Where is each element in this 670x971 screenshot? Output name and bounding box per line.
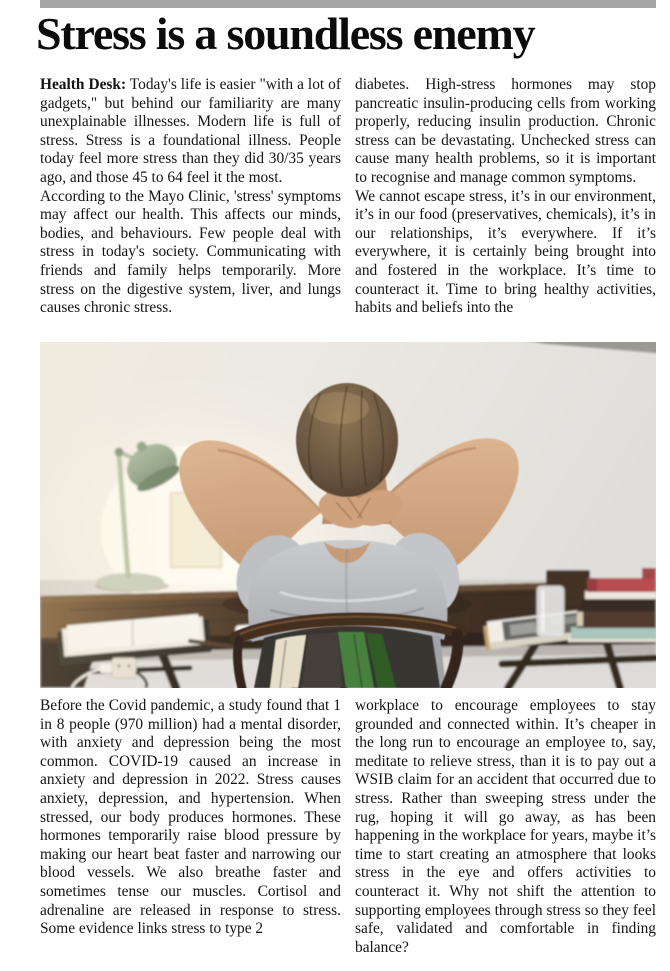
paragraph-covid-study: Before the Covid pandemic, a study found that 1 in 8 people (970 million) had a mental disorder, with anxiety and depression being the most common. COVID-19 caused an increase in anxiety and depression in 2022. Stress causes anxiety, depression, and hypertension. When stressed, our body produces hormones. These hormones temporarily raise blood pressure by making our heart beat faster and narrowing our blood vessels. We also breathe faster and sometimes tense our muscles. Cortisol and adrenaline are released in response to stress. Some evidence links stress to type 2: [40, 697, 341, 938]
paragraph-health-desk: [40, 76, 341, 188]
bottom-right-column: [355, 697, 656, 957]
top-rule-bar: [40, 0, 656, 8]
article-photo: [40, 342, 656, 688]
health-desk-label: Health Desk:: [40, 76, 127, 93]
paragraph-mayo-clinic: According to the Mayo Clinic, 'stress' symptoms may affect our health. This affects our minds, bodies, and behaviours. Few people deal with stress in today's society. Communicating with friends and family helps temporarily. More stress on the digestive system, liver, and lungs causes chronic stress.: [40, 187, 341, 317]
top-text-section: [40, 76, 656, 318]
article-headline: Stress is a soundless enemy: [36, 8, 535, 59]
bottom-text-section: [40, 697, 656, 957]
bottom-left-column: [40, 697, 341, 957]
paragraph-workplace: workplace to encourage employees to stay grounded and connected within. It’s cheaper in the long run to encourage an employee to, say, meditate to relieve stress, than it is to pay out a WSIB claim for an accident that occurred due to stress. Rather than sweeping stress under the rug, hoping it will go away, as has been happening in the workplace for years, maybe it’s time to start creating an atmosphere that looks stress in the eye and offers activities to counteract it. Why not shift the attention to supporting employees through stress so they feel safe, validated and comfortable in finding balance?: [355, 697, 656, 956]
paragraph-escape-stress: We cannot escape stress, it’s in our environment, it’s in our food (preservatives, chemicals), it’s in our relationships, it’s everywhere. If it’s everywhere, it is certainly being brought into and fostered in the workplace. It’s time to counteract it. Time to bring healthy activities, habits and beliefs into the: [355, 187, 656, 317]
top-left-column: [40, 76, 341, 318]
paragraph-diabetes: diabetes. High-stress hormones may stop pancreatic insulin-producing cells from working properly, reducing insulin production. Chronic stress can be devastating. Unchecked stress can cause many health problems, so it is important to recognise and manage common symptoms.: [355, 76, 656, 186]
lead-paragraph-text: Today's life is easier "with a lot of gadgets," but behind our familiarity are many unexplainable illnesses. Modern life is full of stress. Stress is a foundational illness. People today feel more stress than they did 30/35 years ago, and those 45 to 64 feel it the most.: [40, 76, 341, 186]
top-right-column: [355, 76, 656, 318]
